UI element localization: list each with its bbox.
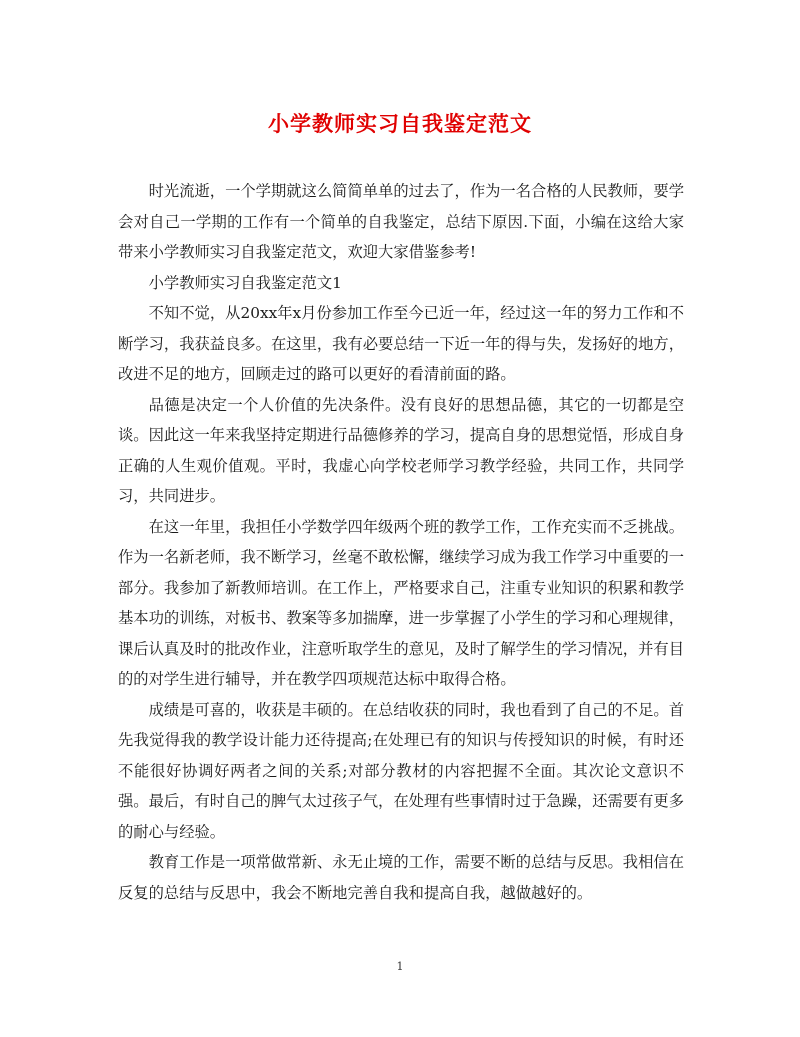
section-heading: 小学教师实习自我鉴定范文1 <box>148 273 342 292</box>
intro-paragraph: 时光流逝，一个学期就这么简简单单的过去了，作为一名合格的人民教师，要学会对自己一学期的工作有一个简单的自我鉴定，总结下原因.下面，小编在这给大家带来小学教师实习自我鉴定范文，欢迎大家借鉴参考! <box>118 182 684 261</box>
body-paragraph: 教育工作是一项常做常新、永无止境的工作，需要不断的总结与反思。我相信在反复的总结与反思中，我会不断地完善自我和提高自我，越做越好的。 <box>118 853 684 902</box>
body-paragraph: 品德是决定一个人价值的先决条件。没有良好的思想品德，其它的一切都是空谈。因此这一年来我坚持定期进行品德修养的学习，提高自身的思想觉悟，形成自身正确的人生观价值观。平时，我虚心向学校老师学习教学经验，共同工作，共同学习，共同进步。 <box>118 395 684 505</box>
body-paragraph: 在这一年里，我担任小学数学四年级两个班的教学工作，工作充实而不乏挑战。作为一名新老师，我不断学习，丝毫不敢松懈，继续学习成为我工作学习中重要的一部分。我参加了新教师培训。在工作上，严格要求自己，注重专业知识的积累和教学基本功的训练，对板书、教案等多加揣摩，进一步掌握了小学生的学习和心理规律，课后认真及时的批改作业，注意听取学生的意见，及时了解学生的学习情况，并有目的的对学生进行辅导，并在教学四项规范达标中取得合格。 <box>118 517 684 688</box>
body-paragraph: 成绩是可喜的，收获是丰硕的。在总结收获的同时，我也看到了自己的不足。首先我觉得我的教学设计能力还待提高;在处理已有的知识与传授知识的时候，有时还不能很好协调好两者之间的关系;对部分教材的内容把握不全面。其次论文意识不强。最后，有时自己的脾气太过孩子气，在处理有些事情时过于急躁，还需要有更多的耐心与经验。 <box>118 700 684 841</box>
document-body <box>118 176 684 908</box>
page-number: 1 <box>396 960 404 973</box>
document-title: 小学教师实习自我鉴定范文 <box>268 111 532 136</box>
body-paragraph: 不知不觉，从20xx年x月份参加工作至今已近一年，经过这一年的努力工作和不断学习，我获益良多。在这里，我有必要总结一下近一年的得与失，发扬好的地方，改进不足的地方，回顾走过的路可以更好的看清前面的路。 <box>118 304 684 383</box>
